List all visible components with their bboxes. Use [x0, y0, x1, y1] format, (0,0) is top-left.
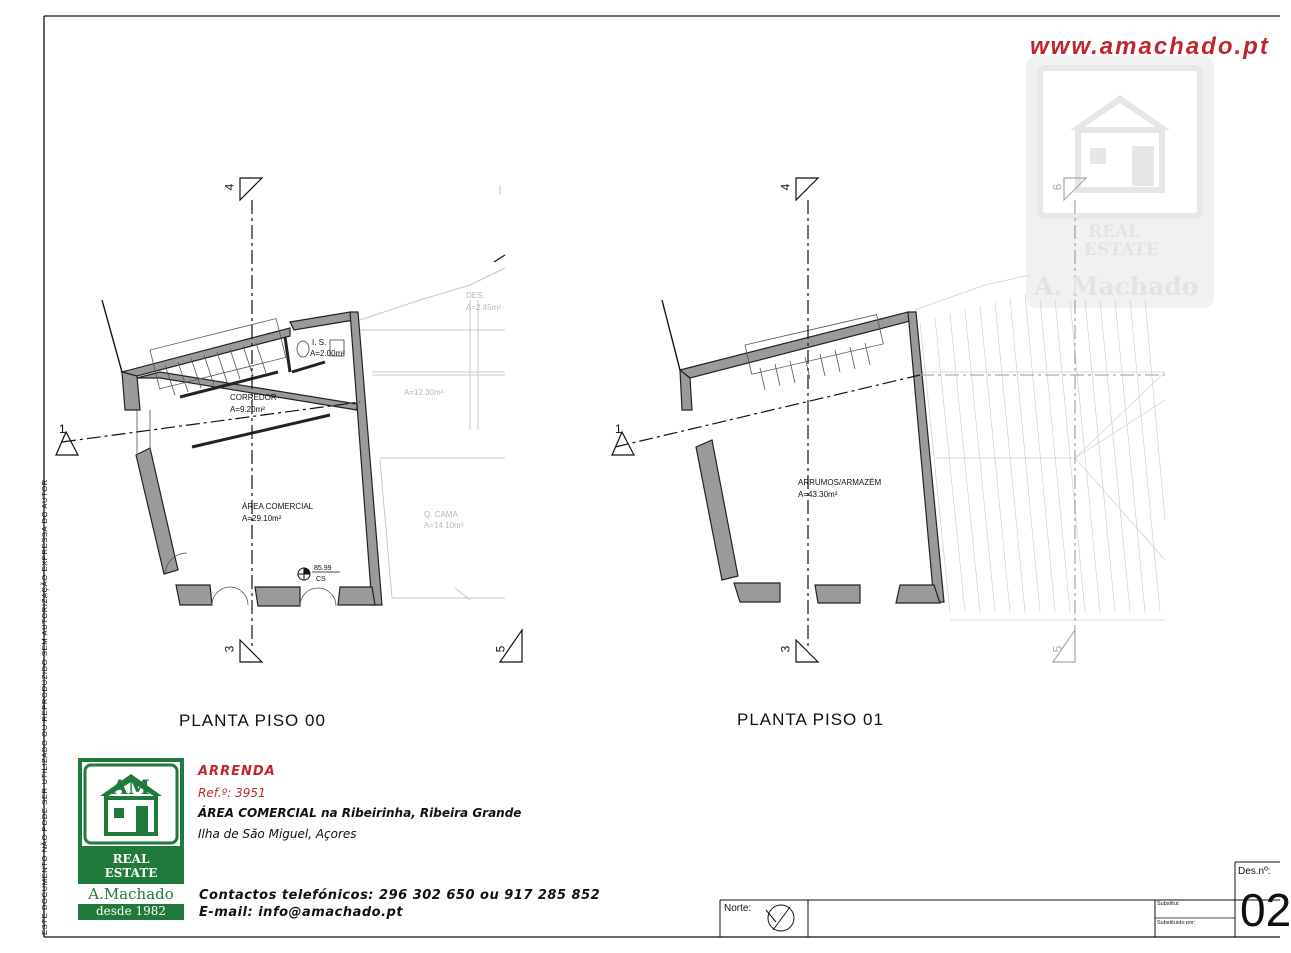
neighbor-des-area: A=2.45m² [466, 303, 501, 312]
logo-line1: REAL [112, 852, 150, 866]
des-number: 02 [1240, 884, 1291, 936]
section-marker: 3 [778, 645, 793, 653]
logo-line2: ESTATE [104, 866, 158, 880]
room-armazem-name: ARRUMOS/ARMAZÉM [798, 478, 882, 487]
room-corredor-name: CORREDOR [230, 393, 277, 402]
listing-title [198, 806, 521, 820]
title-block [720, 862, 1280, 937]
neighbor-qcama-name: Q. CAMA [424, 510, 458, 519]
copyright-note: ESTE DOCUMENTO NÃO PODE SER UTILIZADO OU REPRODUZIDO SEM AUTORIZAÇÃO EXPRESSA DO AUTOR [40, 479, 49, 935]
listing-status: ARRENDA [198, 764, 276, 779]
section-marker: 3 [222, 645, 237, 653]
section-marker: 1 [59, 422, 66, 436]
des-label: Des.nº: [1238, 866, 1271, 877]
section-marker: 4 [778, 183, 793, 191]
logo-since: desde 1982 [95, 904, 167, 918]
room-armazem-area: A=43.30m² [798, 490, 838, 499]
listing-title-rest: na Ribeirinha, Ribeira Grande [316, 806, 522, 820]
section-marker: 1 [615, 422, 622, 436]
neighbor-room-area: A=12.30m² [404, 388, 444, 397]
plan-title-piso-00: PLANTA PISO 00 [179, 711, 326, 730]
substitui-label: Substitui: [1157, 901, 1180, 907]
brand-logo [78, 758, 184, 920]
section-marker: 5 [493, 645, 508, 653]
plan-title-piso-01: PLANTA PISO 01 [737, 710, 884, 729]
listing-email[interactable]: E-mail: info@amachado.pt [199, 905, 404, 920]
neighbor-qcama-area: A=14.10m² [424, 521, 464, 530]
watermark-name: A. Machado [1034, 272, 1199, 301]
watermark-logo [1026, 56, 1214, 308]
north-label: Norte: [724, 903, 752, 914]
room-comercial-name: ÁREA COMERCIAL [242, 502, 314, 511]
neighbor-des-name: DES. [466, 291, 485, 300]
substituido-label: Substituído por: [1157, 920, 1196, 926]
room-comercial-area: A=29.10m² [242, 514, 282, 523]
watermark-line1: REAL [1088, 222, 1141, 242]
plan-piso-00 [56, 178, 522, 662]
listing-phones: Contactos telefónicos: 296 302 650 ou 917 285 852 [199, 888, 601, 903]
website-url[interactable]: www.amachado.pt [1030, 33, 1270, 60]
room-is-area: A=2.00m² [310, 349, 345, 358]
section-marker: 6 [1050, 183, 1065, 191]
section-marker: 5 [1050, 645, 1065, 653]
level-code: CS [316, 576, 326, 583]
listing-ref: Ref.º: 3951 [198, 786, 266, 800]
section-marker: 4 [222, 183, 237, 191]
logo-name: A.Machado [78, 884, 184, 904]
room-is-name: I. S. [312, 338, 327, 347]
svg-text:AM: AM [112, 775, 150, 799]
listing-title-bold: ÁREA COMERCIAL [198, 806, 317, 820]
listing-island: Ilha de São Miguel, Açores [198, 827, 357, 841]
room-corredor-area: A=9.20m² [230, 405, 265, 414]
watermark-line2: ESTATE [1084, 240, 1159, 260]
house-icon [82, 762, 180, 846]
level-value: 85.99 [314, 565, 332, 572]
